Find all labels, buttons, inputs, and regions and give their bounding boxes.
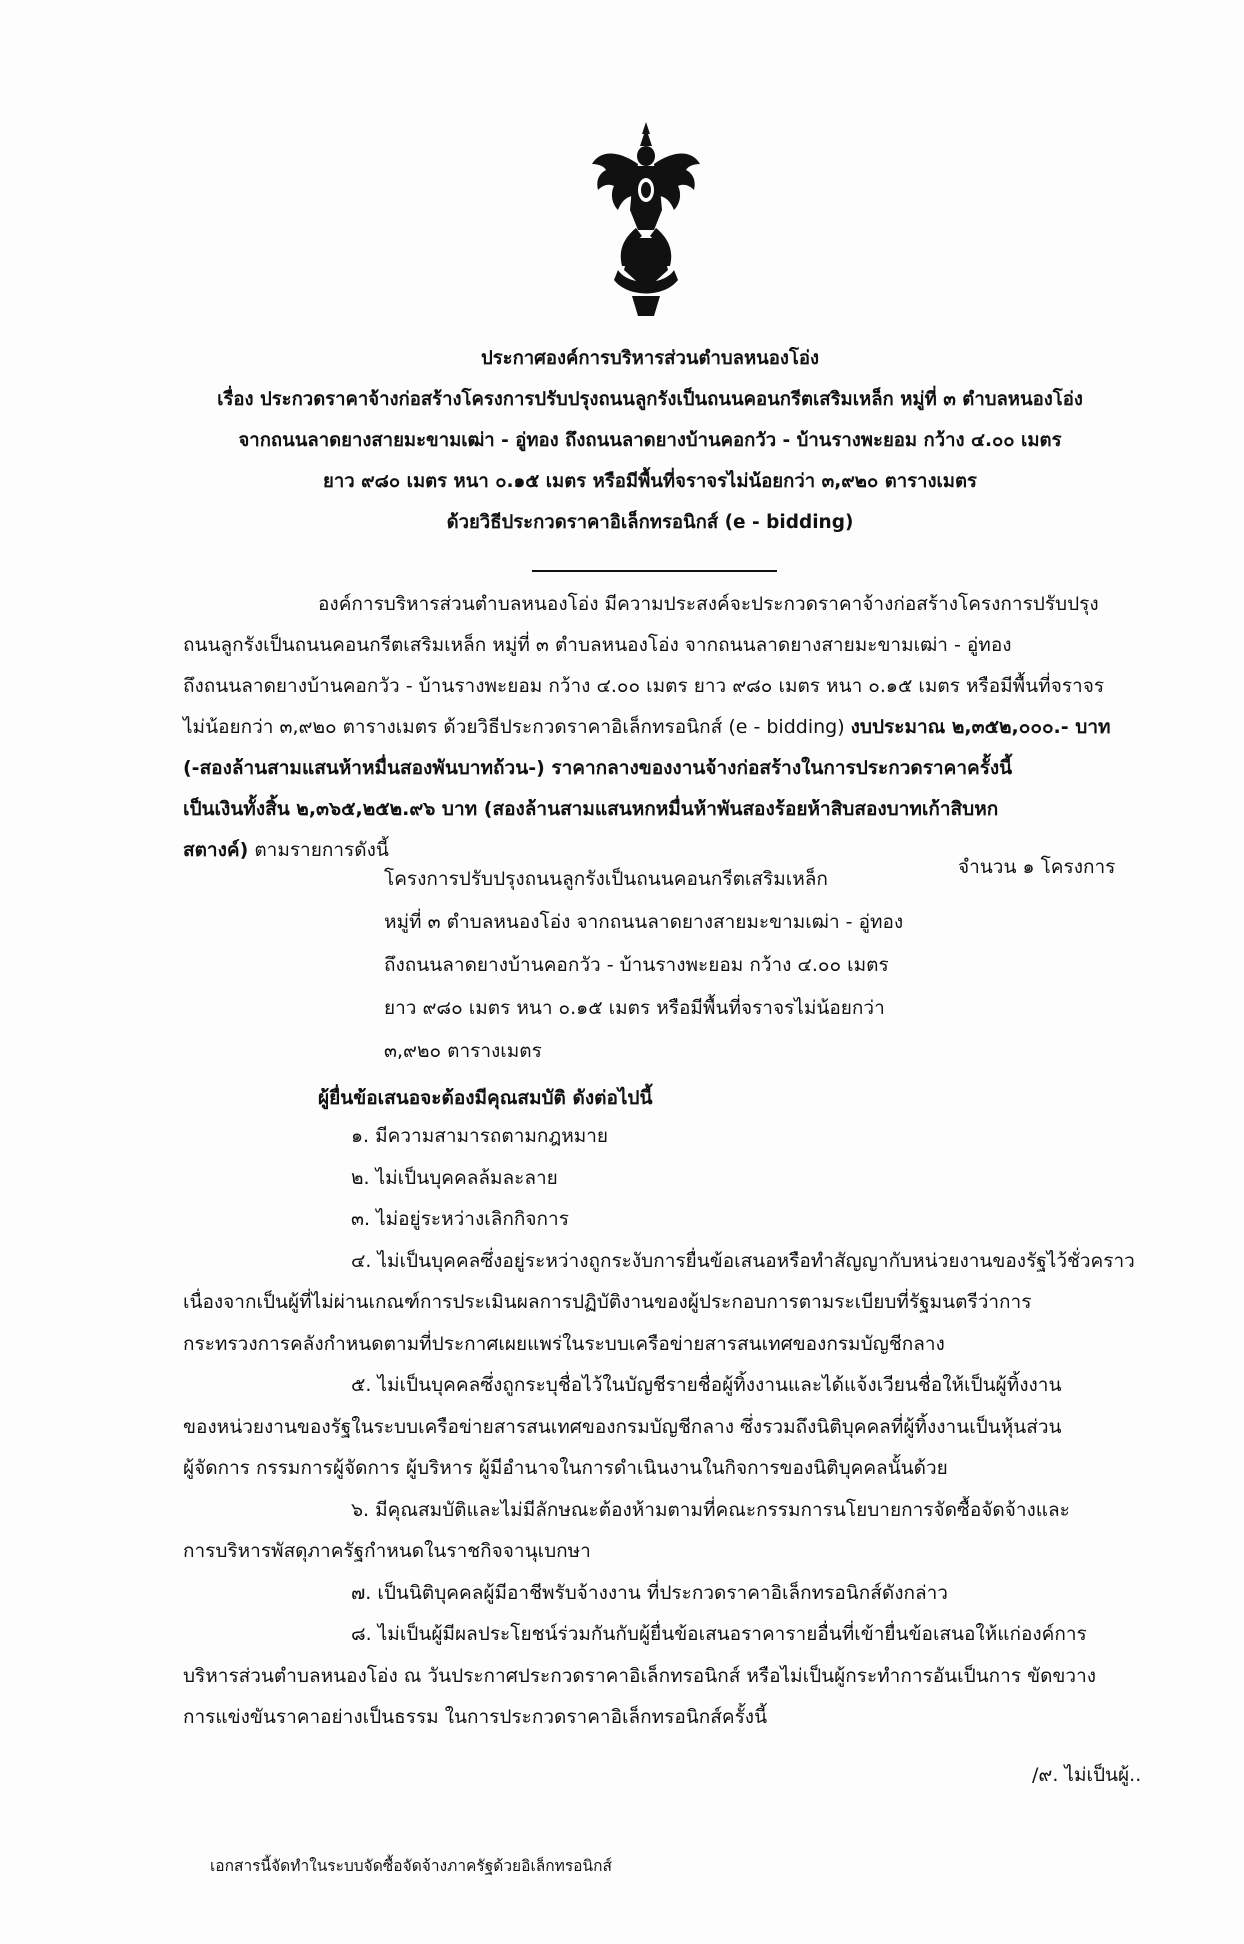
- intro-line: [183, 707, 1160, 748]
- list-item: ๔. ไม่เป็นบุคคลซึ่งอยู่ระหว่างถูกระงับการยื่นข้อเสนอหรือทำสัญญากับหน่วยงานของรัฐไว้ชั่วคราว: [351, 1249, 1135, 1272]
- heading-dimensions: ยาว ๙๘๐ เมตร หนา ๐.๑๕ เมตร หรือมีพื้นที่จราจรไม่น้อยกว่า ๓,๙๒๐ ตารางเมตร: [323, 471, 977, 492]
- heading-method: ด้วยวิธีประกวดราคาอิเล็กทรอนิกส์ (e - bidding): [446, 512, 854, 533]
- list-item-continuation: ผู้จัดการ กรรมการผู้จัดการ ผู้บริหาร ผู้มีอำนาจในการดำเนินงานในกิจการของนิติบุคคลนั้นด้วย: [183, 1457, 948, 1479]
- list-item-continuation: ของหน่วยงานของรัฐในระบบเครือข่ายสารสนเทศของกรมบัญชีกลาง ซึ่งรวมถึงนิติบุคคลที่ผู้ทิ้งงานเป็นหุ้นส่วน: [183, 1415, 1062, 1438]
- next-page-marker: /๙. ไม่เป็นผู้..: [1032, 1764, 1142, 1786]
- list-item: ๖. มีคุณสมบัติและไม่มีลักษณะต้องห้ามตามที่คณะกรรมการนโยบายการจัดซื้อจัดจ้างและ: [351, 1498, 1070, 1521]
- list-item-continuation: กระทรวงการคลังกำหนดตามที่ประกาศเผยแพร่ในระบบเครือข่ายสารสนเทศของกรมบัญชีกลาง: [183, 1332, 945, 1355]
- project-line: หมู่ที่ ๓ ตำบลหนองโอ่ง จากถนนลาดยางสายมะขามเฒ่า - อู่ทอง: [384, 911, 904, 933]
- project-line: ถึงถนนลาดยางบ้านคอกวัว - บ้านรางพะยอม กว้าง ๔.๐๐ เมตร: [384, 954, 889, 976]
- list-item: ๗. เป็นนิติบุคคลผู้มีอาชีพรับจ้างงาน ที่ประกวดราคาอิเล็กทรอนิกส์ดังกล่าว: [351, 1581, 948, 1604]
- intro-text: ไม่น้อยกว่า ๓,๙๒๐ ตารางเมตร ด้วยวิธีประกวดราคาอิเล็กทรอนิกส์ (e - bidding): [183, 716, 851, 738]
- project-description: [384, 858, 903, 1073]
- list-item: ๘. ไม่เป็นผู้มีผลประโยชน์ร่วมกันกับผู้ยื่นข้อเสนอราคารายอื่นที่เข้ายื่นข้อเสนอให้แก่องค์การ: [351, 1623, 1087, 1645]
- garuda-emblem-icon: [588, 120, 704, 320]
- intro-text: ตามรายการดังนี้: [248, 839, 389, 861]
- project-line: ยาว ๙๘๐ เมตร หนา ๐.๑๕ เมตร หรือมีพื้นที่จราจรไม่น้อยกว่า: [384, 997, 885, 1019]
- intro-text: สตางค์): [183, 839, 249, 861]
- heading-divider: [532, 570, 777, 572]
- intro-line: ถนนลูกรังเป็นถนนคอนกรีตเสริมเหล็ก หมู่ที่ ๓ ตำบลหนองโอ่ง จากถนนลาดยางสายมะขามเฒ่า - อู่ทอง: [183, 634, 1012, 656]
- list-item: ๕. ไม่เป็นบุคคลซึ่งถูกระบุชื่อไว้ในบัญชีรายชื่อผู้ทิ้งงานและได้แจ้งเวียนชื่อให้เป็นผู้ทิ้งงาน: [351, 1374, 1062, 1396]
- project-line: ๓,๙๒๐ ตารางเมตร: [384, 1040, 542, 1062]
- intro-line: (-สองล้านสามแสนห้าหมื่นสองพันบาทถ้วน-) ราคากลางของงานจ้างก่อสร้างในการประกวดราคาครั้งนี้: [183, 757, 1013, 779]
- announcement-heading: [160, 338, 1140, 543]
- list-item: ๒. ไม่เป็นบุคคลล้มละลาย: [351, 1166, 558, 1189]
- project-line: โครงการปรับปรุงถนนลูกรังเป็นถนนคอนกรีตเสริมเหล็ก: [384, 868, 828, 890]
- intro-paragraph: [183, 584, 1160, 871]
- heading-route: จากถนนลาดยางสายมะขามเฒ่า - อู่ทอง ถึงถนนลาดยางบ้านคอกวัว - บ้านรางพะยอม กว้าง ๔.๐๐ เมตร: [238, 430, 1062, 451]
- list-item-continuation: เนื่องจากเป็นผู้ที่ไม่ผ่านเกณฑ์การประเมินผลการปฏิบัติงานของผู้ประกอบการตามระเบียบที่รัฐมนตรีว่าการ: [183, 1291, 1032, 1313]
- project-quantity: จำนวน ๑ โครงการ: [958, 856, 1116, 878]
- list-item: ๑. มีความสามารถตามกฎหมาย: [351, 1125, 609, 1147]
- qualifications-title: ผู้ยื่นข้อเสนอจะต้องมีคุณสมบัติ ดังต่อไปนี้: [318, 1087, 653, 1109]
- list-item-continuation: การแข่งขันราคาอย่างเป็นธรรม ในการประกวดราคาอิเล็กทรอนิกส์ครั้งนี้: [183, 1706, 768, 1728]
- list-item-continuation: บริหารส่วนตำบลหนองโอ่ง ณ วันประกาศประกวดราคาอิเล็กทรอนิกส์ หรือไม่เป็นผู้กระทำการอันเป็นการ ขัดขวาง: [183, 1664, 1097, 1687]
- footer-note: เอกสารนี้จัดทำในระบบจัดซื้อจัดจ้างภาครัฐด้วยอิเล็กทรอนิกส์: [210, 1857, 612, 1875]
- list-item-continuation: การบริหารพัสดุภาครัฐกำหนดในราชกิจจานุเบกษา: [183, 1540, 591, 1562]
- heading-org-title: ประกาศองค์การบริหารส่วนตำบลหนองโอ่ง: [480, 348, 820, 369]
- heading-subject: เรื่อง ประกวดราคาจ้างก่อสร้างโครงการปรับปรุงถนนลูกรังเป็นถนนคอนกรีตเสริมเหล็ก หมู่ที่ ๓ ตำบลหนองโอ่ง: [217, 389, 1083, 410]
- budget-amount: งบประมาณ ๒,๓๕๒,๐๐๐.- บาท: [850, 716, 1111, 738]
- intro-line: องค์การบริหารส่วนตำบลหนองโอ่ง มีความประสงค์จะประกวดราคาจ้างก่อสร้างโครงการปรับปรุง: [318, 593, 1099, 615]
- qualifications-list: [183, 1116, 1160, 1739]
- intro-line: ถึงถนนลาดยางบ้านคอกวัว - บ้านรางพะยอม กว้าง ๔.๐๐ เมตร ยาว ๙๘๐ เมตร หนา ๐.๑๕ เมตร หรือมีพื้นที่จราจร: [183, 675, 1105, 697]
- list-item: ๓. ไม่อยู่ระหว่างเลิกกิจการ: [351, 1208, 569, 1230]
- median-price: เป็นเงินทั้งสิ้น ๒,๓๖๕,๒๕๒.๙๖ บาท (สองล้านสามแสนหกหมื่นห้าพันสองร้อยห้าสิบสองบาทเก้าสิบหก: [183, 798, 999, 820]
